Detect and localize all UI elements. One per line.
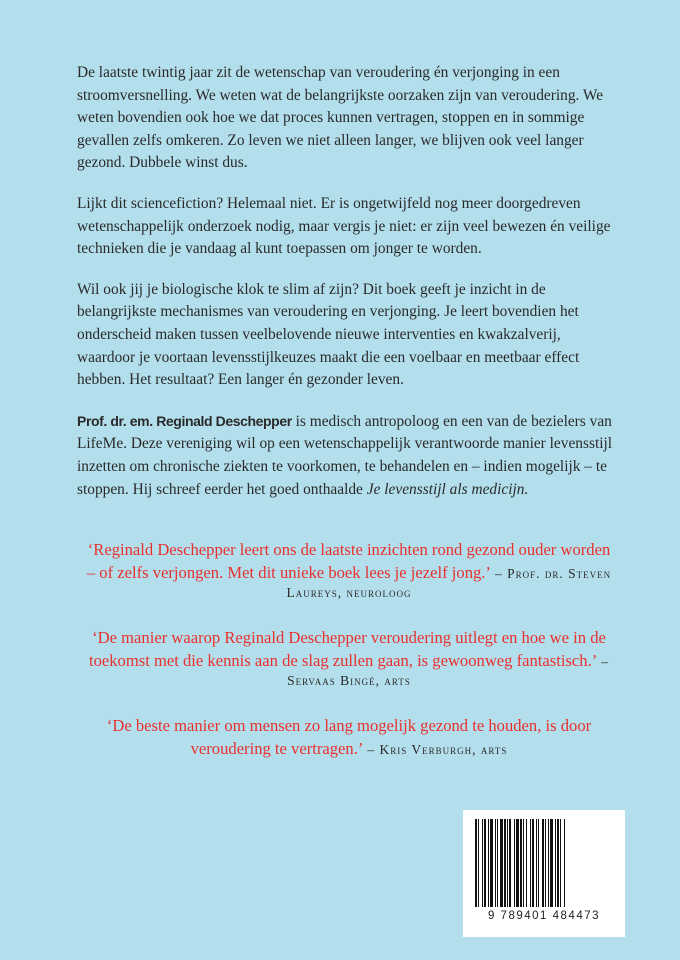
- blurb-paragraph-3: Wil ook jij je biologische klok te slim af zijn? Dit boek geeft je inzicht in de belangrijkste mechanismes van veroudering en verjonging. Je leert bovendien het onderscheid maken tussen veelbelovende nieuwe interventies en kwakzalverij, waardoor je voortaan levensstijlkeuzes maakt die een voelbaar en meetbaar effect hebben. Het resultaat? Een langer én gezonder leven.: [77, 280, 580, 389]
- quote-attribution: – Servaas Bingé, arts: [287, 654, 610, 688]
- quote-1: [84, 538, 614, 602]
- author-paragraph: [77, 410, 622, 501]
- previous-book-title: Je levensstijl als medicijn.: [366, 480, 529, 498]
- quote-3: [84, 714, 614, 760]
- endorsement-quotes: [84, 538, 614, 784]
- quote-attribution: – Prof. dr. Steven Laureys, neuroloog: [286, 566, 612, 600]
- quote-2: [84, 626, 614, 690]
- blurb-paragraph-1: De laatste twintig jaar zit de wetenschap van veroudering én verjonging in een stroomversnelling. We weten wat de belangrijkste oorzaken zijn van veroudering. We weten bovendien ook hoe we dat proces kunnen vertragen, stoppen en in sommige gevallen zelfs omkeren. Zo leven we niet alleen langer, we blijven ook veel langer gezond. Dubbele winst dus.: [77, 64, 604, 172]
- isbn-number: 9 789401 484473: [487, 910, 601, 922]
- quote-text: ‘Reginald Deschepper leert ons de laatste inzichten rond gezond ouder worden – of zelfs verjongen. Met dit unieke boek lees je jezelf jong.’: [86, 540, 611, 582]
- back-cover-blurb: [77, 62, 622, 519]
- author-bio: is medisch antropoloog en een van de bezielers van LifeMe. Deze vereniging wil op een wetenschappelijk verantwoorde manier levensstijl inzetten om chronische ziekten te voorkomen, te behandelen en – indien mogelijk – te stoppen. Hij schreef eerder het goed onthaalde: [77, 412, 613, 498]
- barcode-box: [463, 810, 625, 937]
- quote-text: ‘De beste manier om mensen zo lang mogelijk gezond te houden, is door veroudering te vertragen.’: [106, 716, 592, 758]
- quote-attribution: – Kris Verburgh, arts: [367, 742, 508, 757]
- barcode-icon: [475, 819, 613, 907]
- author-name: Prof. dr. em. Reginald Deschepper: [77, 412, 292, 429]
- blurb-paragraph-2: Lijkt dit sciencefiction? Helemaal niet. Er is ongetwijfeld nog meer doorgedreven wetenschappelijk onderzoek nodig, maar vergis je niet: er zijn veel bewezen én veilige technieken die je vandaag al kunt toepassen om jonger te worden.: [77, 194, 611, 258]
- quote-text: ‘De manier waarop Reginald Deschepper veroudering uitlegt en hoe we in de toekomst met die kennis aan de slag zullen gaan, is gewoonweg fantastisch.’: [88, 628, 606, 670]
